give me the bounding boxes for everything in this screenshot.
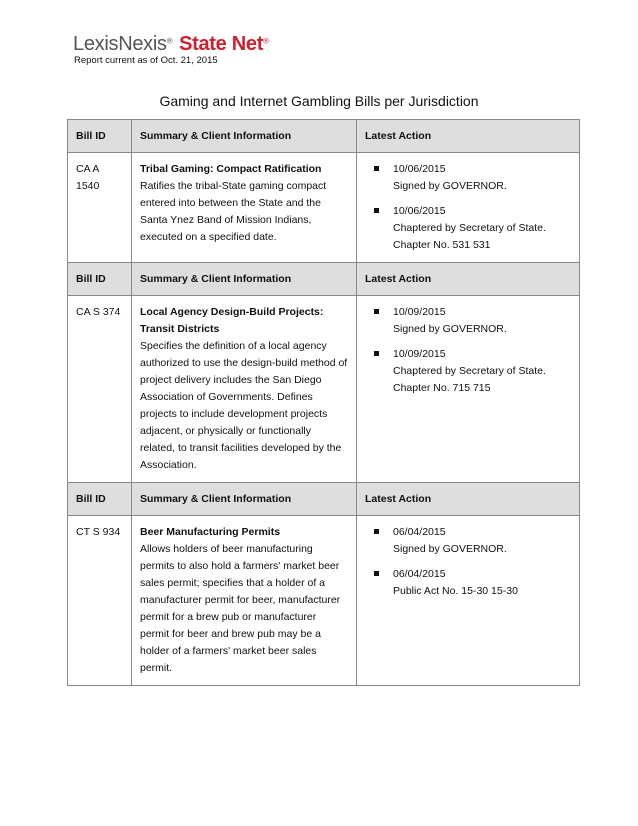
- action-date: 10/09/2015: [393, 348, 446, 360]
- action-item: [365, 161, 571, 195]
- action-date: 10/06/2015: [393, 163, 446, 175]
- latest-action-cell: [357, 153, 580, 263]
- bill-title: Tribal Gaming: Compact Ratification: [140, 163, 322, 175]
- action-text: Signed by GOVERNOR.: [393, 180, 507, 192]
- latest-action-cell: [357, 296, 580, 483]
- action-date: 10/09/2015: [393, 306, 446, 318]
- action-text: Chaptered by Secretary of State. Chapter No. 715 715: [393, 365, 546, 394]
- bill-id-cell: CA S 374: [68, 296, 132, 483]
- logo-registered-mark: ®: [166, 36, 173, 46]
- logo-statenet-text: State Net: [179, 33, 264, 55]
- action-text: Signed by GOVERNOR.: [393, 543, 507, 555]
- square-bullet-icon: [374, 309, 379, 314]
- bill-id-header: Bill ID: [68, 483, 132, 516]
- action-list: [365, 304, 571, 397]
- bill-row: [68, 516, 580, 686]
- table-header-row: [68, 483, 580, 516]
- summary-header: Summary & Client Information: [132, 263, 357, 296]
- bill-id-cell: CT S 934: [68, 516, 132, 686]
- action-text: Public Act No. 15-30 15-30: [393, 585, 518, 597]
- latest-action-header: Latest Action: [357, 120, 580, 153]
- bill-title: Local Agency Design-Build Projects: Transit Districts: [140, 306, 324, 335]
- action-date: 06/04/2015: [393, 568, 446, 580]
- bill-summary: Allows holders of beer manufacturing permits to also hold a farmers' market beer sales permit; specifies that a holder of a manufacturer permit for beer, manufacturer permit for a brew pub or manufacturer permit for beer and brew pub may be a holder of a farmers' market beer sales permit.: [140, 543, 341, 674]
- bill-id-cell: CA A 1540: [68, 153, 132, 263]
- action-item: [365, 203, 571, 254]
- bill-id-header: Bill ID: [68, 263, 132, 296]
- action-item: [365, 304, 571, 338]
- lexisnexis-statenet-logo: [73, 33, 269, 56]
- bills-table: [67, 119, 580, 686]
- bill-summary: Ratifies the tribal-State gaming compact entered into between the State and the Santa Ynez Band of Mission Indians, executed on a specified date.: [140, 180, 327, 243]
- action-date: 06/04/2015: [393, 526, 446, 538]
- square-bullet-icon: [374, 351, 379, 356]
- latest-action-header: Latest Action: [357, 263, 580, 296]
- action-text: Signed by GOVERNOR.: [393, 323, 507, 335]
- page-title: Gaming and Internet Gambling Bills per Jurisdiction: [159, 93, 479, 109]
- logo-registered-mark-red: ®: [263, 36, 269, 46]
- table-header-row: [68, 263, 580, 296]
- summary-header: Summary & Client Information: [132, 483, 357, 516]
- square-bullet-icon: [374, 571, 379, 576]
- bill-summary-cell: [132, 153, 357, 263]
- action-item: [365, 524, 571, 558]
- bill-row: [68, 296, 580, 483]
- action-item: [365, 566, 571, 600]
- square-bullet-icon: [374, 166, 379, 171]
- action-date: 10/06/2015: [393, 205, 446, 217]
- action-list: [365, 161, 571, 254]
- bill-summary-cell: [132, 296, 357, 483]
- latest-action-cell: [357, 516, 580, 686]
- square-bullet-icon: [374, 529, 379, 534]
- bill-row: [68, 153, 580, 263]
- action-item: [365, 346, 571, 397]
- logo-lexisnexis-text: LexisNexis: [73, 33, 167, 55]
- table-header-row: [68, 120, 580, 153]
- action-list: [365, 524, 571, 600]
- action-text: Chaptered by Secretary of State. Chapter No. 531 531: [393, 222, 546, 251]
- bill-title: Beer Manufacturing Permits: [140, 526, 281, 538]
- summary-header: Summary & Client Information: [132, 120, 357, 153]
- bill-summary-cell: [132, 516, 357, 686]
- square-bullet-icon: [374, 208, 379, 213]
- bill-summary: Specifies the definition of a local agency authorized to use the design-build method of project delivery includes the San Diego Association of Governments. Defines projects to include development projects adjacent, or physically or functionally related, to transit facilities developed by the Association.: [140, 340, 348, 471]
- bill-id-header: Bill ID: [68, 120, 132, 153]
- report-date: Report current as of Oct. 21, 2015: [74, 55, 218, 66]
- latest-action-header: Latest Action: [357, 483, 580, 516]
